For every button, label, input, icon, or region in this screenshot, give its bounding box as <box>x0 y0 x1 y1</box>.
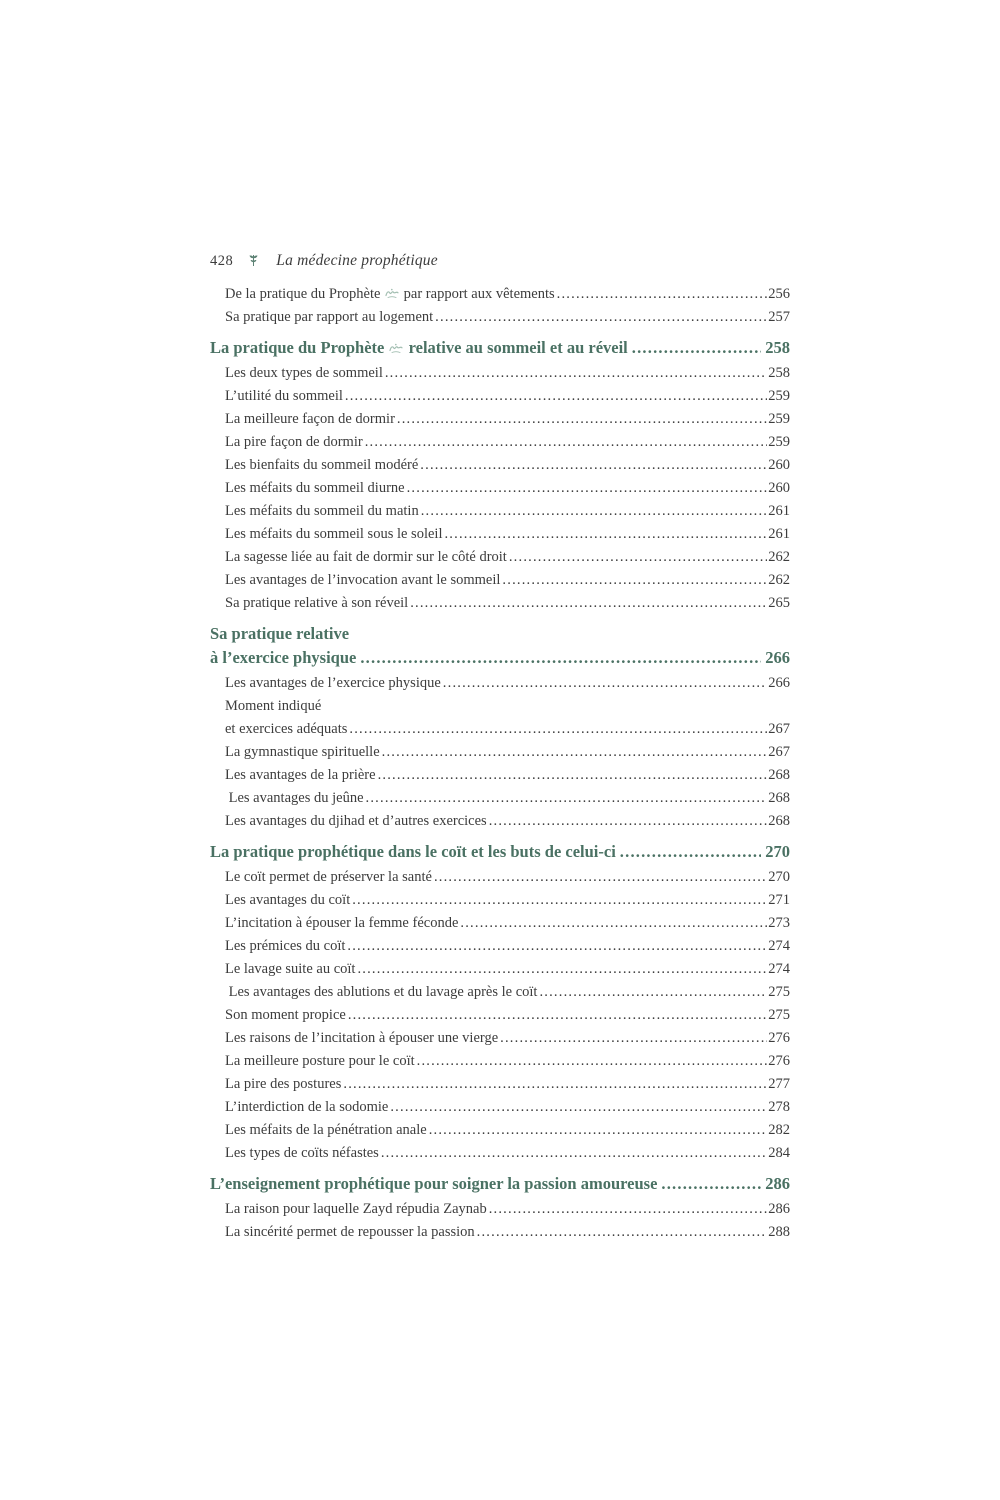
toc-heading-label: La pratique du Prophète relative au sommeil et au réveil <box>210 336 628 360</box>
running-header <box>210 252 790 270</box>
leader-dots <box>557 283 768 306</box>
page-number: 265 <box>768 595 790 611</box>
toc-entry <box>210 306 790 329</box>
page-number: 271 <box>768 892 790 908</box>
toc-entry-label: Les avantages des ablutions et du lavage après le coït <box>225 984 538 1000</box>
leader-dots <box>348 1004 767 1027</box>
toc-entry-label: La sincérité permet de repousser la passion <box>225 1224 475 1240</box>
toc-line <box>225 1096 790 1119</box>
toc-line <box>225 431 790 454</box>
toc-entry-label: Les avantages de l’invocation avant le sommeil <box>225 572 501 588</box>
toc-entry <box>210 523 790 546</box>
toc-line <box>225 981 790 1004</box>
saw-honorific-icon <box>385 284 399 307</box>
toc-entry <box>210 408 790 431</box>
page-number: 259 <box>768 434 790 450</box>
toc-line <box>225 764 790 787</box>
leader-dots <box>443 672 767 695</box>
leader-dots <box>390 1096 767 1119</box>
leader-dots <box>417 1050 768 1073</box>
toc-entry <box>210 454 790 477</box>
toc-line <box>225 306 790 329</box>
toc-entry <box>210 1027 790 1050</box>
page-number: 266 <box>768 675 790 691</box>
toc-entry-label: L’utilité du sommeil <box>225 388 343 404</box>
leader-dots <box>378 764 768 787</box>
toc-entry-label: Les prémices du coït <box>225 938 346 954</box>
leader-dots <box>502 569 767 592</box>
toc-entry <box>210 385 790 408</box>
toc-heading-label: Sa pratique relative <box>210 624 350 643</box>
toc-entry <box>210 866 790 889</box>
toc-line <box>225 283 790 306</box>
toc-heading <box>210 622 790 670</box>
page-number: 284 <box>768 1145 790 1161</box>
page-number: 275 <box>768 1007 790 1023</box>
page-number: 274 <box>768 961 790 977</box>
toc-entry <box>210 1050 790 1073</box>
toc-line <box>225 1221 790 1244</box>
page-number: 268 <box>768 790 790 806</box>
page-number: 258 <box>765 338 790 357</box>
toc-entry-label: La pire façon de dormir <box>225 434 363 450</box>
toc-entry-label: Les méfaits du sommeil sous le soleil <box>225 526 443 542</box>
toc-entry <box>210 546 790 569</box>
toc-line <box>210 622 790 646</box>
toc-line <box>225 787 790 810</box>
page-number: 286 <box>768 1201 790 1217</box>
toc-line <box>225 935 790 958</box>
toc-entry-label: Les avantages du jeûne <box>225 790 364 806</box>
page-number: 288 <box>768 1224 790 1240</box>
toc-entry-label: La meilleure posture pour le coït <box>225 1053 415 1069</box>
toc-entry <box>210 1073 790 1096</box>
toc-line <box>225 741 790 764</box>
toc-entry <box>210 695 790 741</box>
page-number: 256 <box>768 286 790 302</box>
page-number: 260 <box>768 480 790 496</box>
page-number: 268 <box>768 813 790 829</box>
leader-dots <box>345 385 767 408</box>
toc-line <box>225 569 790 592</box>
toc-entry-label: La raison pour laquelle Zayd répudia Zaynab <box>225 1201 487 1217</box>
toc-entry <box>210 1142 790 1165</box>
leader-dots <box>444 523 767 546</box>
toc-line <box>225 592 790 615</box>
toc-entry-label: La gymnastique spirituelle <box>225 744 380 760</box>
leader-dots <box>382 741 768 764</box>
toc-entry-label: Les avantages de la prière <box>225 767 376 783</box>
page-number: 276 <box>768 1053 790 1069</box>
leader-dots <box>539 981 767 1004</box>
leader-dots <box>407 477 768 500</box>
leader-dots <box>460 912 767 935</box>
page-number: 274 <box>768 938 790 954</box>
toc-line <box>225 362 790 385</box>
toc-entry <box>210 741 790 764</box>
toc-line <box>225 958 790 981</box>
toc-line <box>225 385 790 408</box>
toc-line <box>225 866 790 889</box>
toc-entry <box>210 1119 790 1142</box>
leader-dots <box>500 1027 767 1050</box>
toc-entry-label: Les méfaits de la pénétration anale <box>225 1122 427 1138</box>
folio-page-number: 428 <box>210 253 234 269</box>
toc-entry-label: Les méfaits du sommeil du matin <box>225 503 419 519</box>
fleuron-icon <box>248 254 259 272</box>
toc-heading-label: La pratique prophétique dans le coït et les buts de celui-ci <box>210 842 616 861</box>
leader-dots <box>489 1198 768 1221</box>
toc-entry <box>210 912 790 935</box>
toc-entry <box>210 477 790 500</box>
toc-entry-label: La meilleure façon de dormir <box>225 411 395 427</box>
toc-heading-label: L’enseignement prophétique pour soigner la passion amoureuse <box>210 1174 658 1193</box>
toc-line <box>225 1198 790 1221</box>
toc-entry-label: Sa pratique par rapport au logement <box>225 309 434 325</box>
page-number: 276 <box>768 1030 790 1046</box>
page-number: 282 <box>768 1122 790 1138</box>
page-number: 260 <box>768 457 790 473</box>
page-number: 268 <box>768 767 790 783</box>
toc-entry-label: Le lavage suite au coït <box>225 961 356 977</box>
toc-entry-label: L’interdiction de la sodomie <box>225 1099 389 1115</box>
toc-line <box>225 454 790 477</box>
toc-entry-label: Les bienfaits du sommeil modéré <box>225 457 419 473</box>
page-number: 261 <box>768 526 790 542</box>
toc-heading <box>210 840 790 864</box>
leader-dots <box>385 362 767 385</box>
leader-dots <box>410 592 767 615</box>
toc-entry-label: Les avantages de l’exercice physique <box>225 675 441 691</box>
page-number: 259 <box>768 411 790 427</box>
toc-entry <box>210 362 790 385</box>
running-book-title: La médecine prophétique <box>276 252 438 269</box>
toc-line <box>225 546 790 569</box>
toc-entry-label: Les avantages du coït <box>225 892 351 908</box>
toc-entry-label: Les méfaits du sommeil diurne <box>225 480 405 496</box>
page-number: 286 <box>765 1174 790 1193</box>
leader-dots <box>509 546 767 569</box>
leader-dots <box>661 1172 761 1196</box>
toc-entry-label: Les avantages du djihad et d’autres exercices <box>225 813 487 829</box>
toc-line <box>225 477 790 500</box>
leader-dots <box>489 810 768 833</box>
toc-line <box>210 1172 790 1196</box>
toc-entry <box>210 431 790 454</box>
toc-entry-label: De la pratique du Prophète par rapport aux vêtements <box>225 283 555 306</box>
toc-line <box>225 889 790 912</box>
toc-entry <box>210 1096 790 1119</box>
leader-dots <box>620 840 761 864</box>
page-number: 270 <box>765 842 790 861</box>
toc-line <box>225 810 790 833</box>
page-number: 262 <box>768 572 790 588</box>
toc-entry-label: Les deux types de sommeil <box>225 365 383 381</box>
toc-entry <box>210 1004 790 1027</box>
page-number: 257 <box>768 309 790 325</box>
toc-line <box>225 1142 790 1165</box>
toc-line <box>225 695 790 718</box>
leader-dots <box>349 718 767 741</box>
leader-dots <box>360 646 761 670</box>
page-number: 262 <box>768 549 790 565</box>
toc-line <box>225 1050 790 1073</box>
toc-line <box>210 840 790 864</box>
leader-dots <box>632 336 761 360</box>
toc-entry-label: Sa pratique relative à son réveil <box>225 595 409 611</box>
page-number: 266 <box>765 648 790 667</box>
toc-entry-label: Son moment propice <box>225 1007 346 1023</box>
toc-entry <box>210 1198 790 1221</box>
toc-entry-label: La pire des postures <box>225 1076 342 1092</box>
page-number: 275 <box>768 984 790 1000</box>
toc-entry <box>210 592 790 615</box>
leader-dots <box>352 889 767 912</box>
toc-heading <box>210 1172 790 1196</box>
page-number: 267 <box>768 744 790 760</box>
page-number: 270 <box>768 869 790 885</box>
leader-dots <box>343 1073 767 1096</box>
toc-entry <box>210 569 790 592</box>
table-of-contents <box>210 283 790 1244</box>
leader-dots <box>381 1142 767 1165</box>
leader-dots <box>347 935 767 958</box>
toc-entry <box>210 935 790 958</box>
toc-entry <box>210 1221 790 1244</box>
toc-entry <box>210 764 790 787</box>
saw-honorific-icon <box>389 337 403 361</box>
leader-dots <box>477 1221 768 1244</box>
toc-entry-label: Moment indiqué <box>225 698 322 714</box>
toc-entry <box>210 283 790 306</box>
toc-entry-label: Le coït permet de préserver la santé <box>225 869 432 885</box>
toc-line <box>225 1027 790 1050</box>
toc-entry-label: Les raisons de l’incitation à épouser une vierge <box>225 1030 499 1046</box>
page-number: 261 <box>768 503 790 519</box>
page-number: 277 <box>768 1076 790 1092</box>
toc-entry <box>210 981 790 1004</box>
toc-line <box>210 336 790 360</box>
toc-line <box>225 1073 790 1096</box>
toc-line <box>225 718 790 741</box>
toc-line <box>225 1004 790 1027</box>
toc-line <box>225 523 790 546</box>
page-number: 258 <box>768 365 790 381</box>
toc-line <box>210 646 790 670</box>
page-number: 267 <box>768 721 790 737</box>
toc-line <box>225 1119 790 1142</box>
toc-entry <box>210 810 790 833</box>
leader-dots <box>429 1119 768 1142</box>
toc-entry-label: La sagesse liée au fait de dormir sur le côté droit <box>225 549 507 565</box>
book-page <box>210 252 790 1244</box>
page-number: 259 <box>768 388 790 404</box>
toc-entry <box>210 672 790 695</box>
leader-dots <box>397 408 767 431</box>
leader-dots <box>434 866 767 889</box>
toc-entry <box>210 958 790 981</box>
leader-dots <box>421 500 768 523</box>
toc-entry <box>210 787 790 810</box>
leader-dots <box>357 958 767 981</box>
page-number: 273 <box>768 915 790 931</box>
leader-dots <box>366 787 768 810</box>
toc-entry-label: et exercices adéquats <box>225 721 348 737</box>
toc-line <box>225 408 790 431</box>
leader-dots <box>365 431 768 454</box>
toc-line <box>225 500 790 523</box>
leader-dots <box>435 306 767 329</box>
toc-line <box>225 672 790 695</box>
toc-heading <box>210 336 790 360</box>
leader-dots <box>420 454 767 477</box>
toc-line <box>225 912 790 935</box>
toc-entry <box>210 500 790 523</box>
toc-entry-label: Les types de coïts néfastes <box>225 1145 379 1161</box>
toc-entry-label: L’incitation à épouser la femme féconde <box>225 915 459 931</box>
toc-heading-label: à l’exercice physique <box>210 648 357 667</box>
page-number: 278 <box>768 1099 790 1115</box>
toc-entry <box>210 889 790 912</box>
